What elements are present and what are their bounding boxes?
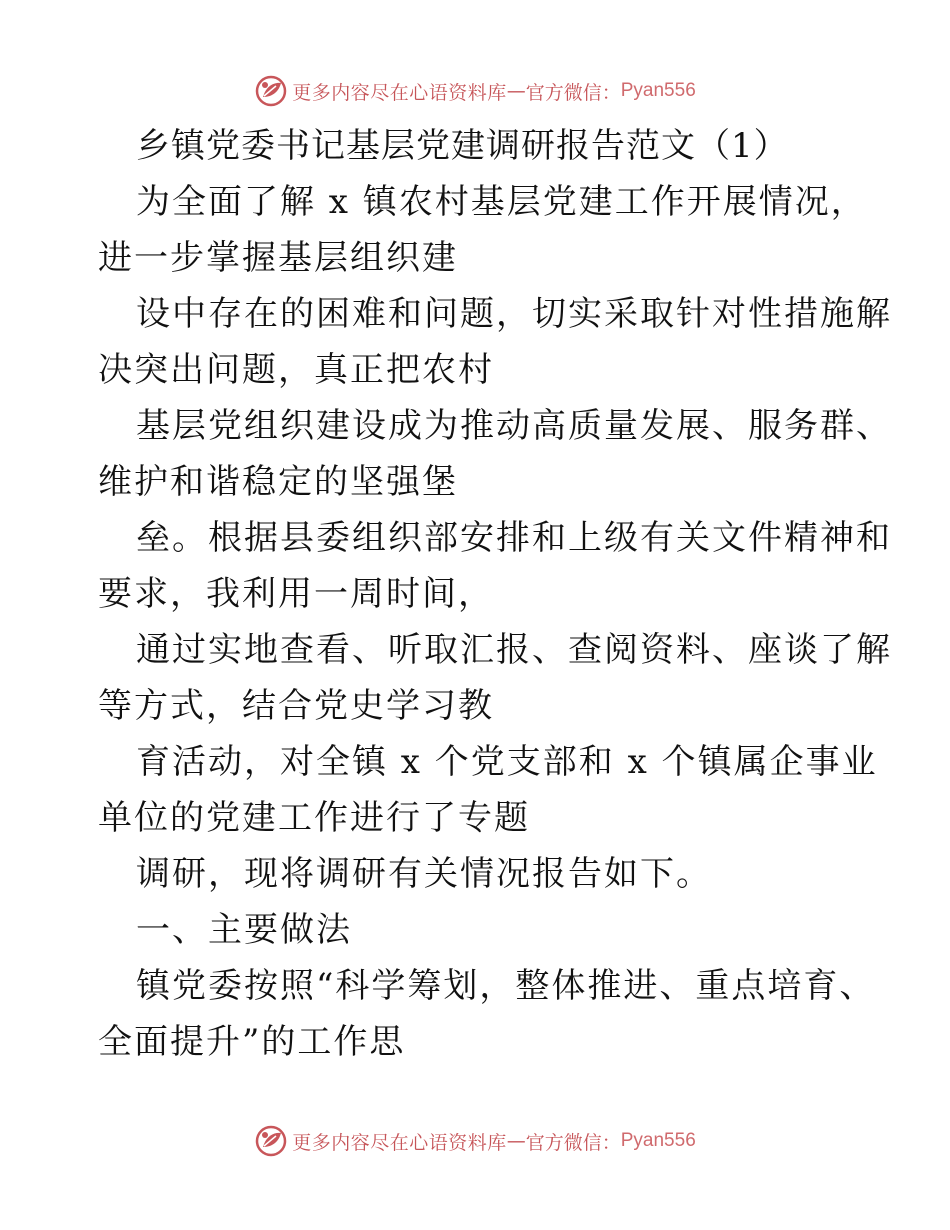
watermark-main-text: 更多内容尽在心语资料库 [292,1131,507,1154]
watermark-wechat-id: Pyan556 [620,1130,696,1151]
paragraph-line: 调研，现将调研有关情况报告如下。 [136,854,712,894]
paragraph-line: 育活动，对全镇 x 个党支部和 x 个镇属企事业 [136,742,878,782]
paragraph-line: 通过实地查看、听取汇报、查阅资料、座谈了解 [136,630,892,670]
document-body [98,118,892,1070]
footer-watermark [0,1121,950,1161]
watermark-separator: — [506,80,526,102]
section-heading: 一、主要做法 [136,910,352,950]
watermark-main-text: 更多内容尽在心语资料库 [292,81,507,104]
watermark-wechat-label: 官方微信： [525,81,621,104]
paragraph-line: 垒。根据县委组织部安排和上级有关文件精神和 [136,518,892,558]
paragraph-line: 设中存在的困难和问题，切实采取针对性措施解 [136,294,892,334]
paragraph-line: 基层党组织建设成为推动高质量发展、服务群、 [136,406,892,446]
watermark-wechat-label: 官方微信： [525,1131,621,1154]
watermark-wechat-id: Pyan556 [620,80,696,101]
paragraph-line: 维护和谐稳定的坚强堡 [98,462,458,502]
paragraph-line: 为全面了解 x 镇农村基层党建工作开展情况， [136,182,867,222]
paragraph-line: 全面提升”的工作思 [98,1022,406,1062]
leaf-seal-icon [254,1124,288,1158]
paragraph-line: 要求，我利用一周时间， [98,574,494,614]
paragraph-line: 单位的党建工作进行了专题 [98,798,530,838]
leaf-seal-icon [254,74,288,108]
paragraph-line: 进一步掌握基层组织建 [98,238,458,278]
paragraph-line: 镇党委按照“科学筹划，整体推进、重点培育、 [136,966,876,1006]
watermark-separator: — [506,1130,526,1152]
header-watermark [0,71,950,111]
document-title: 乡镇党委书记基层党建调研报告范文（1） [136,126,789,166]
paragraph-line: 决突出问题，真正把农村 [98,350,494,390]
paragraph-line: 等方式，结合党史学习教 [98,686,494,726]
